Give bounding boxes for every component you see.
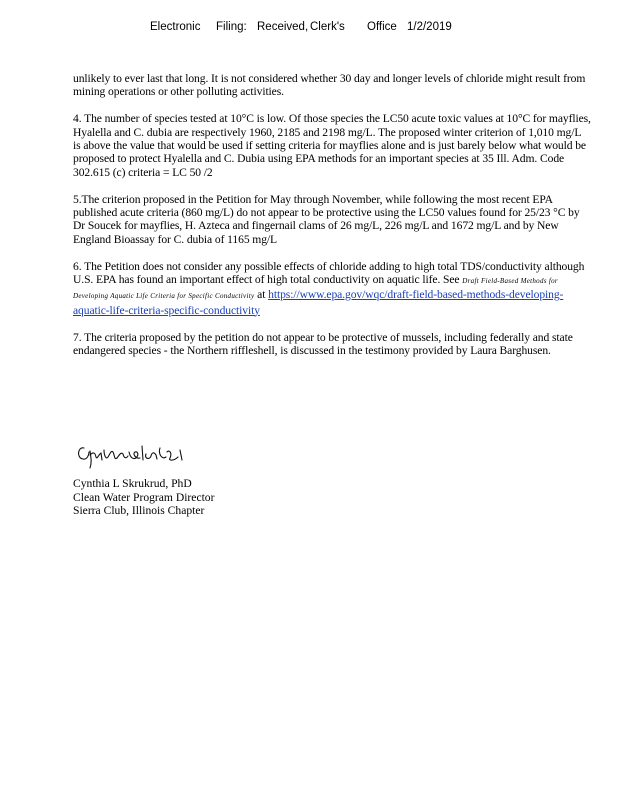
- paragraph-5: 5.The criterion proposed in the Petition for May through November, while following the most recent EPA published acute criteria (860 mg/L) do not appear to be protective using the LC50 values found for 25/23 °C by Dr Soucek for mayflies, H. Azteca and fingernail clams of 26 mg/L, 226 mg/L and 1672 mg/L and by New England Bioassay for C. dubia of 1165 mg/L: [73, 192, 580, 246]
- handwritten-signature: [74, 438, 192, 472]
- header-filing: Filing:: [216, 21, 247, 33]
- paragraph-6-text: 6. The Petition does not consider any possible effects of chloride adding to high total TDS/conductivity although U.S. EPA has found an important effect of high total conductivity on aquatic life. See: [73, 259, 585, 286]
- paragraph-7: 7. The criteria proposed by the petition do not appear to be protective of mussels, including federally and state endangered species - the Northern riffleshell, is discussed in the testimony provided by Laura Barghusen.: [73, 330, 573, 357]
- signer-title: Clean Water Program Director: [73, 490, 215, 504]
- header-received: Received,: [257, 21, 309, 33]
- header-clerks: Clerk's: [310, 21, 345, 33]
- document-body: [73, 72, 591, 371]
- paragraph-4: 4. The number of species tested at 10°C is low. Of those species the LC50 acute toxic values at 10°C for mayflies, Hyalella and C. dubia are respectively 1960, 2185 and 2198 mg/L. The proposed winter criterion of 1,010 mg/L is above the value that would be used if setting criteria for mayflies alone and is just barely below what would be proposed to protect Hyalella and C. Dubia using EPA methods for an important species at 35 Ill. Adm. Code 302.615 (c) criteria = LC 50 /2: [73, 112, 591, 179]
- header-office: Office: [367, 21, 397, 33]
- header-date: 1/2/2019: [407, 21, 452, 33]
- signature-block: [73, 477, 214, 518]
- signer-organization: Sierra Club, Illinois Chapter: [73, 504, 205, 518]
- paragraph-6-at: at: [257, 288, 266, 302]
- header-electronic: Electronic: [150, 21, 201, 33]
- paragraph-6: [73, 260, 591, 317]
- paragraph-6-doc-title: Draft Field-Based Methods for Developing Aquatic Life Criteria for Specific Conductivity: [73, 276, 558, 301]
- epa-link[interactable]: https://www.epa.gov/wqc/draft-field-based-methods-developing-aquatic-life-criteria-specific-conductivity: [73, 288, 564, 317]
- signer-name: Cynthia L Skrukrud, PhD: [73, 477, 192, 490]
- paragraph-continuation: unlikely to ever last that long. It is not considered whether 30 day and longer levels of chloride might result from mining operations or other polluting activities.: [73, 72, 586, 99]
